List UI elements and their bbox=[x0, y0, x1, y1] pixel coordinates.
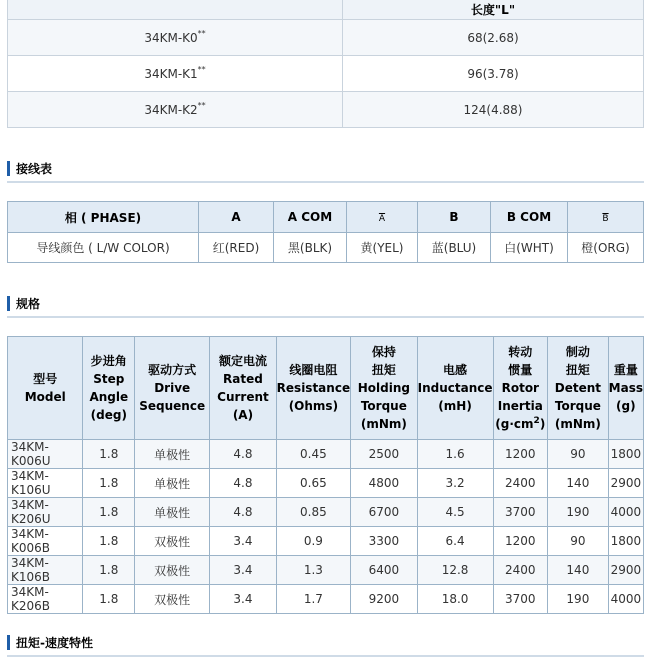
wiring-table bbox=[7, 201, 644, 263]
spec-cell-resistance: 1.3 bbox=[276, 556, 350, 585]
spec-cell-inductance: 12.8 bbox=[417, 556, 493, 585]
length-model-cell: 34KM-K2** bbox=[8, 92, 343, 128]
spec-cell-step-angle: 1.8 bbox=[83, 469, 135, 498]
spec-header-detent-torque: 制动 扭矩 Detent Torque (mNm) bbox=[548, 337, 609, 440]
spec-cell-holding-torque: 3300 bbox=[351, 527, 418, 556]
wiring-header-b-bar: $\overline{B}$ bbox=[568, 202, 644, 233]
section-divider bbox=[7, 316, 644, 318]
table-row bbox=[8, 20, 644, 56]
spec-cell-resistance: 0.85 bbox=[276, 498, 350, 527]
section-divider bbox=[7, 181, 644, 183]
spec-cell-rotor-inertia: 1200 bbox=[493, 440, 548, 469]
wiring-title: 接线表 bbox=[16, 162, 53, 176]
spec-cell-detent-torque: 190 bbox=[548, 498, 609, 527]
spec-cell-holding-torque: 6400 bbox=[351, 556, 418, 585]
wiring-color-a-com: 黑(BLK) bbox=[274, 233, 347, 263]
spec-cell-resistance: 1.7 bbox=[276, 585, 350, 614]
spec-header-rotor-inertia: 转动 惯量 Rotor Inertia $(g\cdot cm^2)$ bbox=[493, 337, 548, 440]
table-row bbox=[8, 585, 644, 614]
spec-cell-holding-torque: 2500 bbox=[351, 440, 418, 469]
spec-cell-current: 4.8 bbox=[210, 469, 276, 498]
spec-table bbox=[7, 336, 644, 614]
spec-header-current: 额定电流 Rated Current (A) bbox=[210, 337, 276, 440]
section-divider bbox=[7, 655, 644, 657]
section-marker bbox=[7, 161, 10, 176]
length-table bbox=[7, 0, 644, 128]
length-value-cell: 68(2.68) bbox=[343, 20, 644, 56]
spec-cell-step-angle: 1.8 bbox=[83, 527, 135, 556]
spec-cell-step-angle: 1.8 bbox=[83, 556, 135, 585]
spec-cell-current: 3.4 bbox=[210, 585, 276, 614]
spec-cell-inductance: 4.5 bbox=[417, 498, 493, 527]
torque-section-heading bbox=[0, 629, 648, 657]
spec-cell-mass: 2900 bbox=[608, 556, 643, 585]
spec-cell-inductance: 6.4 bbox=[417, 527, 493, 556]
spec-cell-current: 3.4 bbox=[210, 527, 276, 556]
wiring-color-a: 红(RED) bbox=[199, 233, 274, 263]
wiring-header-phase: 相 ( PHASE) bbox=[8, 202, 199, 233]
table-row bbox=[8, 527, 644, 556]
spec-cell-rotor-inertia: 2400 bbox=[493, 556, 548, 585]
wiring-header-b: B bbox=[418, 202, 491, 233]
spec-table-body bbox=[8, 440, 644, 614]
spec-cell-step-angle: 1.8 bbox=[83, 498, 135, 527]
spec-cell-holding-torque: 9200 bbox=[351, 585, 418, 614]
wiring-header-a: A bbox=[199, 202, 274, 233]
spec-cell-resistance: 0.9 bbox=[276, 527, 350, 556]
spec-cell-mass: 4000 bbox=[608, 498, 643, 527]
table-row bbox=[8, 556, 644, 585]
spec-cell-inductance: 3.2 bbox=[417, 469, 493, 498]
spec-cell-rotor-inertia: 1200 bbox=[493, 527, 548, 556]
spec-cell-current: 3.4 bbox=[210, 556, 276, 585]
wiring-color-b-bar: 橙(ORG) bbox=[568, 233, 644, 263]
spec-header-row bbox=[8, 337, 644, 440]
spec-header-resistance: 线圈电阻 Resistance (Ohms) bbox=[276, 337, 350, 440]
specs-section-heading bbox=[0, 290, 648, 318]
spec-cell-drive: 单极性 bbox=[135, 498, 210, 527]
spec-cell-detent-torque: 90 bbox=[548, 527, 609, 556]
spec-cell-rotor-inertia: 3700 bbox=[493, 585, 548, 614]
spec-cell-step-angle: 1.8 bbox=[83, 440, 135, 469]
wiring-header-a-bar: $\overline{A}$ bbox=[347, 202, 418, 233]
spec-cell-holding-torque: 6700 bbox=[351, 498, 418, 527]
spec-header-step-angle: 步进角 Step Angle (deg) bbox=[83, 337, 135, 440]
wiring-header-a-com: A COM bbox=[274, 202, 347, 233]
spec-cell-detent-torque: 90 bbox=[548, 440, 609, 469]
spec-cell-rotor-inertia: 2400 bbox=[493, 469, 548, 498]
spec-cell-detent-torque: 140 bbox=[548, 556, 609, 585]
length-table-header: 长度"L" bbox=[343, 0, 644, 20]
length-table-header-empty bbox=[8, 0, 343, 20]
spec-header-mass: 重量 Mass (g) bbox=[608, 337, 643, 440]
spec-cell-mass: 2900 bbox=[608, 469, 643, 498]
wiring-color-row bbox=[8, 233, 644, 263]
length-table-header-row bbox=[8, 0, 644, 20]
wiring-color-b-com: 白(WHT) bbox=[491, 233, 568, 263]
spec-cell-mass: 1800 bbox=[608, 440, 643, 469]
spec-header-holding-torque: 保持 扭矩 Holding Torque (mNm) bbox=[351, 337, 418, 440]
spec-cell-inductance: 1.6 bbox=[417, 440, 493, 469]
wiring-color-label: 导线颜色 ( L/W COLOR) bbox=[8, 233, 199, 263]
spec-cell-holding-torque: 4800 bbox=[351, 469, 418, 498]
table-row bbox=[8, 498, 644, 527]
spec-cell-mass: 4000 bbox=[608, 585, 643, 614]
length-model-cell: 34KM-K0** bbox=[8, 20, 343, 56]
spec-cell-current: 4.8 bbox=[210, 498, 276, 527]
spec-cell-detent-torque: 190 bbox=[548, 585, 609, 614]
wiring-header-b-com: B COM bbox=[491, 202, 568, 233]
wiring-color-b: 蓝(BLU) bbox=[418, 233, 491, 263]
wiring-color-a-bar: 黄(YEL) bbox=[347, 233, 418, 263]
wiring-header-row bbox=[8, 202, 644, 233]
spec-cell-resistance: 0.45 bbox=[276, 440, 350, 469]
table-row bbox=[8, 56, 644, 92]
spec-cell-drive: 单极性 bbox=[135, 440, 210, 469]
spec-cell-model: 34KM-K006B bbox=[8, 527, 83, 556]
spec-cell-drive: 双极性 bbox=[135, 556, 210, 585]
spec-cell-model: 34KM-K106U bbox=[8, 469, 83, 498]
wiring-section-heading bbox=[0, 155, 648, 183]
spec-cell-inductance: 18.0 bbox=[417, 585, 493, 614]
spec-cell-mass: 1800 bbox=[608, 527, 643, 556]
torque-title: 扭矩-速度特性 bbox=[16, 636, 93, 650]
spec-cell-rotor-inertia: 3700 bbox=[493, 498, 548, 527]
specs-title: 规格 bbox=[16, 297, 41, 311]
spec-cell-detent-torque: 140 bbox=[548, 469, 609, 498]
section-marker bbox=[7, 635, 10, 650]
spec-header-drive: 驱动方式 Drive Sequence bbox=[135, 337, 210, 440]
table-row bbox=[8, 469, 644, 498]
length-value-cell: 96(3.78) bbox=[343, 56, 644, 92]
spec-cell-drive: 单极性 bbox=[135, 469, 210, 498]
length-model-cell: 34KM-K1** bbox=[8, 56, 343, 92]
spec-header-inductance: 电感 Inductance (mH) bbox=[417, 337, 493, 440]
spec-cell-model: 34KM-K206U bbox=[8, 498, 83, 527]
table-row bbox=[8, 92, 644, 128]
section-marker bbox=[7, 296, 10, 311]
spec-cell-resistance: 0.65 bbox=[276, 469, 350, 498]
spec-cell-step-angle: 1.8 bbox=[83, 585, 135, 614]
spec-cell-model: 34KM-K206B bbox=[8, 585, 83, 614]
spec-cell-model: 34KM-K006U bbox=[8, 440, 83, 469]
spec-cell-model: 34KM-K106B bbox=[8, 556, 83, 585]
spec-header-model: 型号 Model bbox=[8, 337, 83, 440]
spec-cell-drive: 双极性 bbox=[135, 585, 210, 614]
spec-cell-drive: 双极性 bbox=[135, 527, 210, 556]
spec-cell-current: 4.8 bbox=[210, 440, 276, 469]
table-row bbox=[8, 440, 644, 469]
length-value-cell: 124(4.88) bbox=[343, 92, 644, 128]
